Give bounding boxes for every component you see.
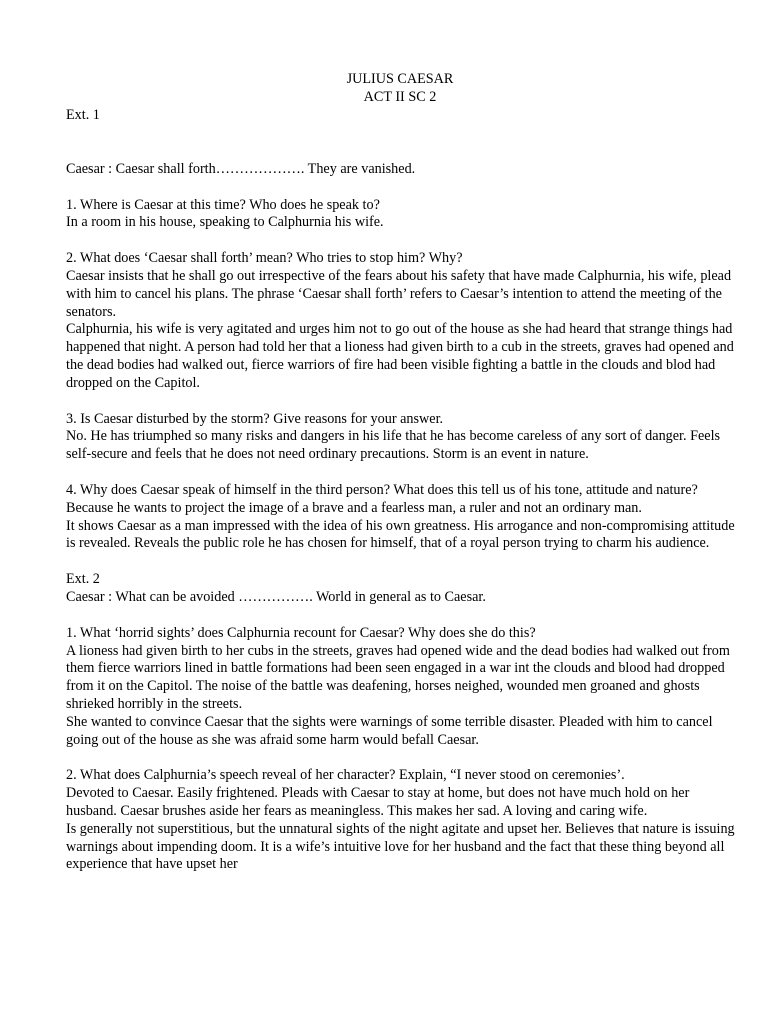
ext1-answer-2-para-1: Caesar insists that he shall go out irrespective of the fears about his safety that have made Calphurnia, his wife, plead with him to cancel his plans. The phrase ‘Caesar shall forth’ refers to Caesar’s intention to attend the meeting of the senators. bbox=[66, 267, 732, 320]
ext1-question-2: 2. What does ‘Caesar shall forth’ mean? Who tries to stop him? Why? bbox=[66, 250, 463, 267]
ext1-question-1: 1. Where is Caesar at this time? Who does he speak to? bbox=[66, 196, 380, 213]
ext1-answer-4-para-2: It shows Caesar as a man impressed with the idea of his own greatness. His arrogance and non-compromising attitude is revealed. Reveals the public role he has chosen for himself, that of a royal person trying to charm his audience. bbox=[66, 517, 735, 552]
ext1-answer-1: In a room in his house, speaking to Calphurnia his wife. bbox=[66, 214, 384, 231]
ext1-answer-3: No. He has triumphed so many risks and dangers in his life that he has become careless of any sort of danger. Feels self-secure and feels that he does not need ordinary precautions. Storm is an event in nature. bbox=[66, 428, 721, 463]
ext1-question-4: 4. Why does Caesar speak of himself in the third person? What does this tell us of his tone, attitude and nature? bbox=[66, 481, 698, 498]
extract-1-quote: Caesar : Caesar shall forth………………. They are vanished. bbox=[66, 160, 416, 177]
document-subtitle: ACT II SC 2 bbox=[363, 88, 437, 105]
ext2-answer-2-para-1: Devoted to Caesar. Easily frightened. Pleads with Caesar to stay at home, but does not have much hold on her husband. Caesar brushes aside her fears as meaningless. This makes her sad. A loving and caring wife. bbox=[66, 785, 690, 819]
title-block bbox=[0, 71, 768, 107]
ext2-answer-1-para-1: A lioness had given birth to her cubs in the streets, graves had opened wide and the dead bodies had walked out from them fierce warriors lined in battle formations had been seen engaged in a war int the clouds and blood had dropped from it on the Capitol. The noise of the battle was deafening, horses neighed, wounded men groaned and ghosts shrieked horribly in the streets. bbox=[66, 642, 730, 712]
ext2-answer-2-para-2: Is generally not superstitious, but the unnatural sights of the night agitate and upset her. Believes that nature is issuing warnings about impending doom. It is a wife’s intuitive love for her husband and the fact that these thing beyond all experience that have upset her bbox=[66, 820, 735, 873]
extract-2-quote: Caesar : What can be avoided ……………. World in general as to Caesar. bbox=[66, 588, 486, 605]
ext1-question-3: 3. Is Caesar disturbed by the storm? Give reasons for your answer. bbox=[66, 410, 444, 427]
ext1-answer-4-para-1: Because he wants to project the image of a brave and a fearless man, a ruler and not an ordinary man. bbox=[66, 499, 642, 516]
ext2-question-2: 2. What does Calphurnia’s speech reveal of her character? Explain, “I never stood on ceremonies’. bbox=[66, 767, 625, 784]
ext2-question-1: 1. What ‘horrid sights’ does Calphurnia recount for Caesar? Why does she do this? bbox=[66, 624, 536, 641]
ext2-answer-1-para-2: She wanted to convince Caesar that the sights were warnings of some terrible disaster. Pleaded with him to cancel going out of the house as she was afraid some harm would befall Caesar. bbox=[66, 713, 713, 748]
document-body bbox=[66, 107, 738, 874]
extract-2-label: Ext. 2 bbox=[66, 571, 100, 588]
ext1-answer-2-para-2: Calphurnia, his wife is very agitated and urges him not to go out of the house as she had heard that strange things had happened that night. A person had told her that a lioness had given birth to a cub in the streets, graves had opened and the dead bodies had walked out, fierce warriors of fire had been visible fighting a battle in the clouds and blod had dropped on the Capitol. bbox=[66, 321, 734, 391]
document-title: JULIUS CAESAR bbox=[346, 71, 454, 87]
extract-1-label: Ext. 1 bbox=[66, 107, 100, 123]
